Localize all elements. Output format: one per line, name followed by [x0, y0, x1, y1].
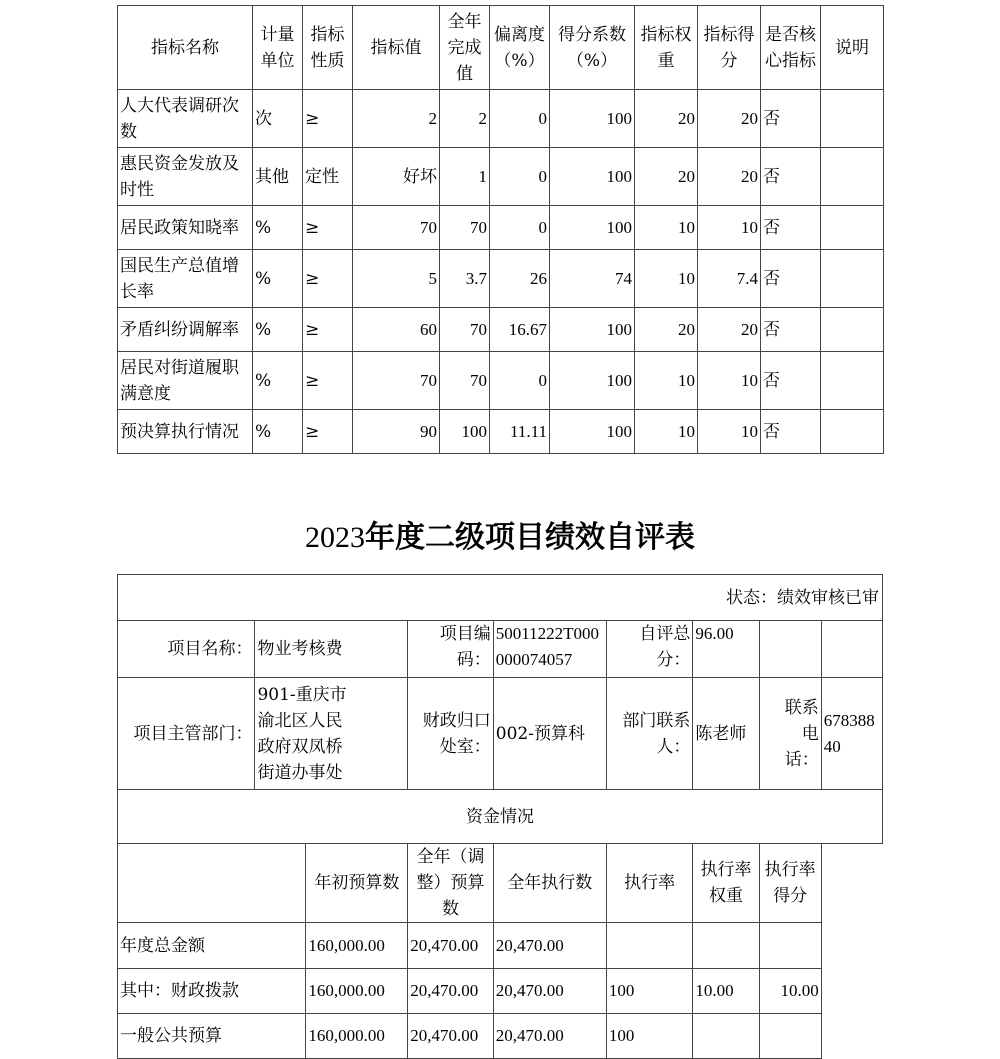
- indicator-name: 居民对街道履职满意度: [118, 352, 253, 410]
- funds-header-adjusted: 全年（调整）预算数: [408, 844, 494, 923]
- status-label: 状态：绩效审核已审: [118, 575, 883, 621]
- indicator-weight: 10: [635, 250, 698, 308]
- self-score-value: 96.00: [693, 621, 759, 678]
- table-row: [118, 206, 884, 250]
- indicator-actual: 2: [440, 90, 490, 148]
- indicator-note: [821, 250, 884, 308]
- header-note: 说明: [821, 6, 884, 90]
- indicator-unit: %: [253, 410, 303, 454]
- funds-initial: 160,000.00: [306, 1014, 408, 1059]
- indicator-actual: 70: [440, 206, 490, 250]
- funds-header-rate: 执行率: [606, 844, 693, 923]
- funds-initial: 160,000.00: [306, 969, 408, 1014]
- indicator-note: [821, 308, 884, 352]
- funds-section-label: 资金情况: [118, 790, 883, 844]
- indicator-target: 90: [353, 410, 440, 454]
- phone-label: [759, 678, 821, 790]
- indicator-name: 国民生产总值增长率: [118, 250, 253, 308]
- indicator-note: [821, 352, 884, 410]
- indicator-unit: %: [253, 206, 303, 250]
- indicator-core: 否: [761, 206, 821, 250]
- indicator-unit: 次: [253, 90, 303, 148]
- title-year: 2023: [305, 521, 365, 554]
- funds-score: [759, 1014, 821, 1059]
- indicator-score: 20: [698, 308, 761, 352]
- indicator-note: [821, 410, 884, 454]
- table-row: [118, 90, 884, 148]
- indicator-score: 10: [698, 352, 761, 410]
- indicator-target: 2: [353, 90, 440, 148]
- table-row: [118, 352, 884, 410]
- title-text: 年度二级项目绩效自评表: [365, 520, 695, 555]
- indicator-weight: 10: [635, 352, 698, 410]
- indicator-name: 矛盾纠纷调解率: [118, 308, 253, 352]
- indicator-nature: ≥: [303, 206, 353, 250]
- funds-header-row: [118, 844, 883, 923]
- indicator-coef: 100: [550, 90, 635, 148]
- indicator-unit: %: [253, 250, 303, 308]
- funds-weight: [693, 923, 759, 969]
- indicator-nature: ≥: [303, 308, 353, 352]
- header-nature: 指标性质: [303, 6, 353, 90]
- indicator-target: 好坏: [353, 148, 440, 206]
- indicator-deviation: 0: [490, 90, 550, 148]
- indicator-name: 居民政策知晓率: [118, 206, 253, 250]
- dept-label: 项目主管部门：: [118, 678, 255, 790]
- indicator-core: 否: [761, 352, 821, 410]
- indicator-name: 人大代表调研次数: [118, 90, 253, 148]
- dept-value: [255, 678, 408, 790]
- indicator-name: 惠民资金发放及时性: [118, 148, 253, 206]
- office-value: 002-预算科: [493, 678, 606, 790]
- indicator-deviation: 0: [490, 352, 550, 410]
- indicator-core: 否: [761, 90, 821, 148]
- indicator-coef: 74: [550, 250, 635, 308]
- indicator-nature: 定性: [303, 148, 353, 206]
- indicator-target: 70: [353, 352, 440, 410]
- indicator-unit: 其他: [253, 148, 303, 206]
- indicator-actual: 100: [440, 410, 490, 454]
- funds-row-label: 其中：财政拨款: [118, 969, 306, 1014]
- indicator-table: [117, 5, 884, 454]
- indicator-unit: %: [253, 308, 303, 352]
- indicator-name: 预决算执行情况: [118, 410, 253, 454]
- office-label: 财政归口处室：: [408, 678, 494, 790]
- indicator-coef: 100: [550, 148, 635, 206]
- project-table: [117, 574, 883, 1059]
- funds-executed: 20,470.00: [493, 969, 606, 1014]
- indicator-actual: 70: [440, 308, 490, 352]
- indicator-coef: 100: [550, 206, 635, 250]
- indicator-core: 否: [761, 250, 821, 308]
- indicator-actual: 70: [440, 352, 490, 410]
- indicator-score: 10: [698, 206, 761, 250]
- indicator-coef: 100: [550, 352, 635, 410]
- table-row: [118, 1014, 883, 1059]
- funds-header-initial: 年初预算数: [306, 844, 408, 923]
- funds-header-blank: [118, 844, 306, 923]
- self-score-label: 自评总分：: [606, 621, 693, 678]
- indicator-deviation: 16.67: [490, 308, 550, 352]
- table-row: [118, 308, 884, 352]
- indicator-coef: 100: [550, 308, 635, 352]
- funds-score: [759, 923, 821, 969]
- phone-label-text: 联系电话：: [784, 697, 819, 770]
- indicator-score: 7.4: [698, 250, 761, 308]
- header-weight: 指标权重: [635, 6, 698, 90]
- indicator-weight: 10: [635, 410, 698, 454]
- funds-weight: 10.00: [693, 969, 759, 1014]
- funds-header-weight: 执行率权重: [693, 844, 759, 923]
- funds-rate: [606, 923, 693, 969]
- header-indicator-name: 指标名称: [118, 6, 253, 90]
- indicator-weight: 20: [635, 90, 698, 148]
- indicator-core: 否: [761, 308, 821, 352]
- indicator-deviation: 0: [490, 206, 550, 250]
- header-coef: 得分系数（%）: [550, 6, 635, 90]
- indicator-nature: ≥: [303, 352, 353, 410]
- indicator-core: 否: [761, 410, 821, 454]
- contact-value: 陈老师: [693, 678, 759, 790]
- indicator-note: [821, 206, 884, 250]
- indicator-weight: 20: [635, 308, 698, 352]
- header-actual: 全年完成值: [440, 6, 490, 90]
- indicator-weight: 20: [635, 148, 698, 206]
- indicator-target: 70: [353, 206, 440, 250]
- funds-initial: 160,000.00: [306, 923, 408, 969]
- table-row: [118, 148, 884, 206]
- funds-executed: 20,470.00: [493, 923, 606, 969]
- empty-cell: [821, 621, 882, 678]
- header-target: 指标值: [353, 6, 440, 90]
- indicator-score: 20: [698, 90, 761, 148]
- table-row: [118, 410, 884, 454]
- project-name-value: 物业考核费: [255, 621, 408, 678]
- funds-rate: 100: [606, 1014, 693, 1059]
- table-row: [118, 250, 884, 308]
- page-title: [0, 516, 1000, 560]
- indicator-deviation: 26: [490, 250, 550, 308]
- indicator-coef: 100: [550, 410, 635, 454]
- funds-score: 10.00: [759, 969, 821, 1014]
- project-code-value: 50011222T000000074057: [493, 621, 606, 678]
- indicator-nature: ≥: [303, 250, 353, 308]
- indicator-unit: %: [253, 352, 303, 410]
- project-name-label: 项目名称：: [118, 621, 255, 678]
- funds-weight: [693, 1014, 759, 1059]
- funds-adjusted: 20,470.00: [408, 1014, 494, 1059]
- funds-row-label: 年度总金额: [118, 923, 306, 969]
- phone-value: 67838840: [821, 678, 882, 790]
- funds-adjusted: 20,470.00: [408, 969, 494, 1014]
- indicator-target: 60: [353, 308, 440, 352]
- indicator-score: 10: [698, 410, 761, 454]
- empty-cell: [759, 621, 821, 678]
- table-row: [118, 923, 883, 969]
- contact-label: 部门联系人：: [606, 678, 693, 790]
- funds-executed: 20,470.00: [493, 1014, 606, 1059]
- indicator-header-row: [118, 6, 884, 90]
- indicator-target: 5: [353, 250, 440, 308]
- dept-value-text: 901-重庆市渝北区人民政府双凤桥街道办事处: [257, 684, 347, 783]
- indicator-score: 20: [698, 148, 761, 206]
- header-core: 是否核心指标: [761, 6, 821, 90]
- indicator-deviation: 11.11: [490, 410, 550, 454]
- indicator-note: [821, 148, 884, 206]
- funds-header-score: 执行率得分: [759, 844, 821, 923]
- indicator-nature: ≥: [303, 90, 353, 148]
- project-code-label: 项目编码：: [408, 621, 494, 678]
- indicator-weight: 10: [635, 206, 698, 250]
- indicator-core: 否: [761, 148, 821, 206]
- indicator-note: [821, 90, 884, 148]
- indicator-nature: ≥: [303, 410, 353, 454]
- indicator-actual: 3.7: [440, 250, 490, 308]
- indicator-actual: 1: [440, 148, 490, 206]
- funds-rate: 100: [606, 969, 693, 1014]
- funds-header-executed: 全年执行数: [493, 844, 606, 923]
- header-score: 指标得分: [698, 6, 761, 90]
- indicator-deviation: 0: [490, 148, 550, 206]
- table-row: [118, 969, 883, 1014]
- header-unit: 计量单位: [253, 6, 303, 90]
- header-deviation: 偏离度（%）: [490, 6, 550, 90]
- funds-row-label: 一般公共预算: [118, 1014, 306, 1059]
- funds-adjusted: 20,470.00: [408, 923, 494, 969]
